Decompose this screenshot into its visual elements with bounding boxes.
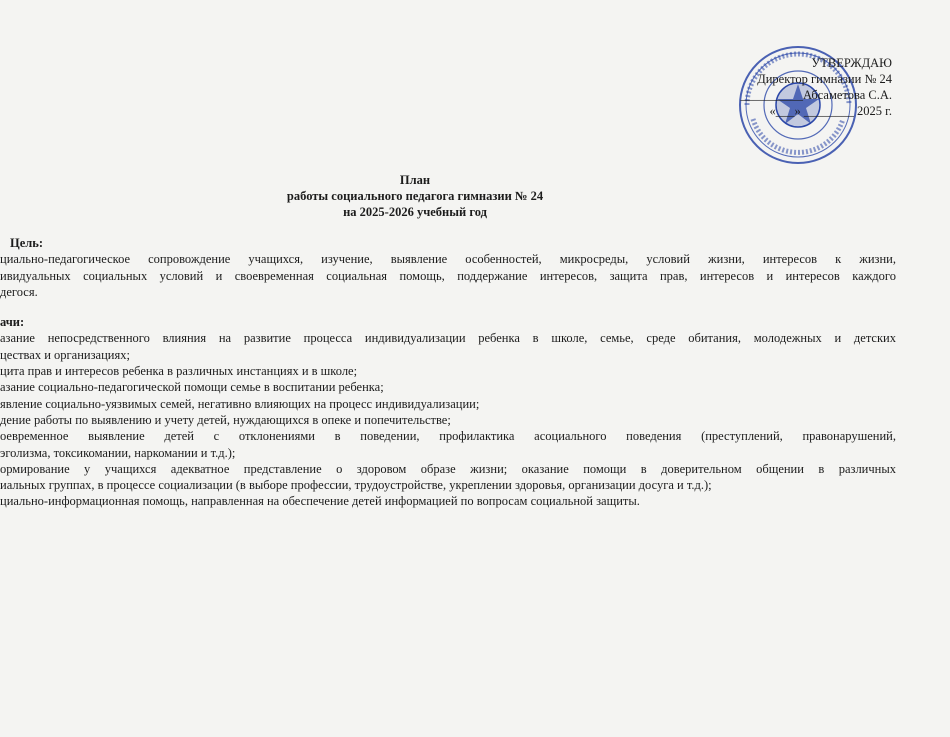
approval-block — [740, 55, 892, 119]
goal-line: циально-педагогическое сопровождение учащихся, изучение, выявление особенностей, микросреды, условий жизни, интересов к жизни, — [0, 252, 896, 267]
task-line: азание непосредственного влияния на развитие процесса индивидуализации ребенка в школе, семье, среде обитания, молодежных и детских — [0, 331, 896, 346]
task-line: ормирование у учащихся адекватное представление о здоровом образе жизни; оказание помощи в доверительном общении в различных — [0, 461, 896, 476]
goal-line: дегося. — [0, 284, 38, 299]
title-line-3: на 2025-2026 учебный год — [343, 205, 487, 219]
approval-signature: __________Абсаметова С.А. — [740, 88, 892, 102]
document-body — [0, 235, 896, 510]
title-line-1: План — [399, 173, 431, 187]
task-line: циально-информационная помощь, направленная на обеспечение детей информацией по вопросам социальной защиты. — [0, 494, 640, 509]
goal-heading: Цель: — [10, 236, 44, 250]
task-line: азание социально-педагогической помощи семье в воспитании ребенка; — [0, 380, 384, 395]
title-line-2: работы социального педагога гимназии № 24 — [286, 189, 544, 203]
task-line: цита прав и интересов ребенка в различных инстанциях и в школе; — [0, 364, 358, 379]
approval-date: «___» ________ 2025 г. — [769, 104, 892, 118]
task-line: иальных группах, в процессе социализации (в выборе профессии, трудоустройстве, укреплении здоровья, организации досуга и т.д.); — [0, 478, 712, 493]
tasks-heading: ачи: — [0, 315, 25, 330]
task-line: дение работы по выявлению и учету детей, нуждающихся в опеке и попечительстве; — [0, 412, 451, 427]
task-line: цествах и организациях; — [0, 347, 130, 362]
task-line: оевременное выявление детей с отклонениями в поведении, профилактика асоциального поведения (преступлений, правонарушений, — [0, 429, 896, 444]
task-line: явление социально-уязвимых семей, негативно влияющих на процесс индивидуализации; — [0, 396, 480, 411]
approval-title: УТВЕРЖДАЮ — [811, 56, 892, 70]
approval-position: Директор гимназии № 24 — [757, 72, 892, 86]
document-title — [250, 172, 580, 220]
task-line: эголизма, токсикомании, наркомании и т.д.); — [0, 445, 236, 460]
goal-line: ивидуальных социальных условий и своевременная социальная помощь, поддержание интересов, защита прав, интересов и интересов каждого — [0, 268, 896, 283]
